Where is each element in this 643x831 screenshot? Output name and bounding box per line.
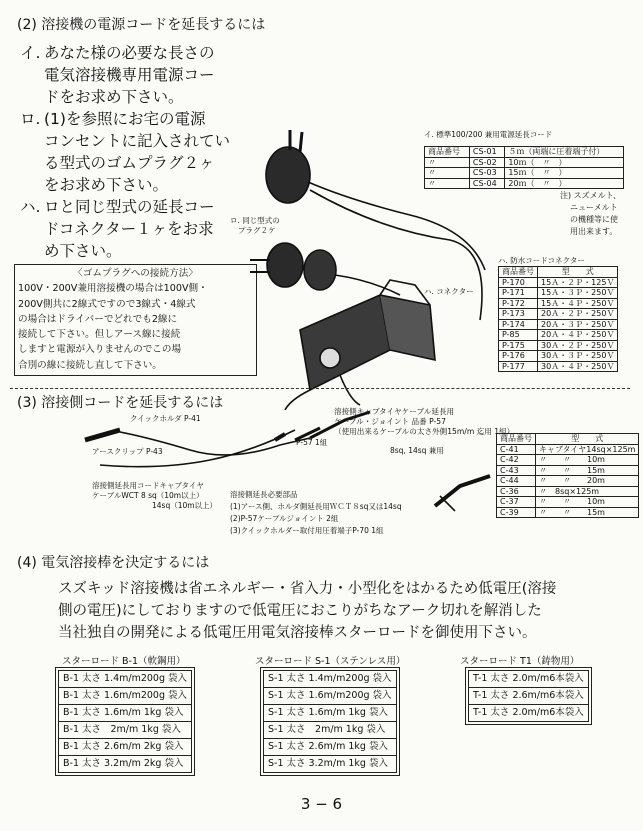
plug-connection-box	[14, 264, 257, 376]
table-cell: 15ｍ（ 〃 ）	[505, 168, 624, 179]
connector-table-title: ハ. 防水コードコネクター	[498, 256, 585, 265]
item-line: る型式のゴムプラグ２ヶ	[44, 154, 215, 172]
extension-cord-table	[424, 146, 624, 189]
body-line: スズキッド溶接機は省エネルギー・省入力・小型化をはかるため低電圧(溶接	[58, 581, 557, 597]
table-row	[499, 361, 618, 372]
section-4-title: (4) 電気溶接棒を決定するには	[17, 555, 210, 571]
rods-b-table	[55, 667, 195, 776]
item-mark: イ.	[20, 44, 41, 62]
table-row	[264, 756, 397, 773]
table-row	[264, 722, 397, 739]
table-row	[497, 476, 639, 487]
table-cell: B-1 太さ 1.6m/m200g 袋入	[59, 688, 192, 705]
table-cell: 〃 〃 20m	[536, 476, 639, 487]
table-row	[264, 739, 397, 756]
table-row	[499, 298, 618, 309]
compatibility-note	[560, 190, 621, 238]
table-row	[497, 507, 639, 518]
table-row	[469, 671, 589, 688]
table-row	[499, 330, 618, 341]
label-line: プラグ２ケ	[238, 226, 276, 235]
table-cell: B-1 太さ 2m/m 1kg 袋入	[59, 722, 192, 739]
table-cell: 商品番号	[425, 147, 470, 158]
connector-label: ハ. コネクター	[424, 287, 474, 296]
table-row	[497, 497, 639, 508]
table-cell: C-37	[497, 497, 536, 508]
table-cell: B-1 太さ 3.2m/m 2kg 袋入	[59, 756, 192, 773]
table-cell: 〃 〃 10m	[536, 455, 639, 466]
section-divider	[10, 388, 630, 389]
table-cell: S-1 太さ 1.4m/m200g 袋入	[264, 671, 397, 688]
required-parts-list	[230, 489, 402, 537]
table-cell: T-1 太さ 2.0m/m6本袋入	[469, 671, 589, 688]
table-cell: B-1 太さ 1.4m/m200g 袋入	[59, 671, 192, 688]
item-line: ドコネクター１ヶをお求	[44, 220, 214, 238]
label-line: 溶接側延長必要部品	[230, 490, 298, 499]
table-cell: 15Ａ・２Ｐ・125Ｖ	[538, 277, 618, 288]
section-2-items	[20, 42, 260, 262]
table-cell: 商品番号	[497, 434, 536, 445]
table-cell: S-1 太さ 1.6m/m200g 袋入	[264, 688, 397, 705]
table-cell: C-39	[497, 507, 536, 518]
table-cell: 20ｍ（ 〃 ）	[505, 178, 624, 189]
cord-table-title: イ. 標準100/200 兼用電源延長コード	[424, 130, 553, 139]
item-line: をお求め下さい。	[44, 176, 169, 194]
table-cell: P-175	[499, 340, 538, 351]
table-row	[499, 319, 618, 330]
rods-b-title: スターロード B-1（軟鋼用）	[62, 656, 186, 667]
item-mark: ハ.	[20, 198, 41, 216]
table-cell: ５ｍ（両端に圧着端子付）	[505, 147, 624, 158]
table-cell: P-177	[499, 361, 538, 372]
table-row	[499, 288, 618, 299]
table-header-row	[499, 267, 618, 278]
p57-label: P-57 1組	[296, 438, 328, 447]
table-cell: CS-03	[469, 168, 504, 179]
table-row	[264, 705, 397, 722]
table-row	[59, 688, 192, 705]
label-line: (1)アース側、ホルダ側延長用ＷＣＴ８sq又は14sq	[230, 502, 402, 511]
table-cell: 〃 〃 15m	[536, 507, 639, 518]
label-line: (2)P-57ケーブルジョイント 2組	[230, 514, 339, 523]
table-row	[499, 277, 618, 288]
table-row	[497, 455, 639, 466]
page-number: 3 − 6	[300, 795, 343, 813]
table-row	[499, 340, 618, 351]
table-cell: 〃	[425, 178, 470, 189]
label-line: ロ. 同じ型式の	[230, 216, 280, 225]
table-cell: P-174	[499, 319, 538, 330]
plug-box-title: 〈ゴムプラグへの接続方法〉	[73, 268, 198, 279]
table-cell: S-1 太さ 1.6m/m 1kg 袋入	[264, 705, 397, 722]
body-line: 当社独自の開発による低電圧用電気溶接棒スターロードを御使用下さい。	[58, 625, 537, 641]
table-header-row	[497, 434, 639, 445]
item-line: 電気溶接機専用電源コー	[44, 66, 215, 84]
table-cell: 20Ａ・４Ｐ・250Ｖ	[538, 330, 618, 341]
table-cell: 商品番号	[499, 267, 538, 278]
table-cell: 〃 〃 10m	[536, 497, 639, 508]
rods-s-table	[260, 667, 400, 776]
extension-cord-label	[92, 481, 217, 511]
table-cell: T-1 太さ 2.6m/m6本袋入	[469, 688, 589, 705]
label-line: (3)クイックホルダー取付用圧着端子P-70 1組	[230, 526, 384, 535]
table-cell: S-1 太さ 2m/m 1kg 袋入	[264, 722, 397, 739]
table-cell: 15Ａ・３Ｐ・250Ｖ	[538, 288, 618, 299]
label-line: ケーブルWCT 8 sq（10m以上）	[92, 491, 204, 500]
plug-box-line: 200V側共に2線式ですので3線式・4線式	[18, 298, 196, 310]
table-cell: B-1 太さ 1.6m/m 1kg 袋入	[59, 705, 192, 722]
table-row	[497, 444, 639, 455]
table-row	[264, 688, 397, 705]
table-row	[499, 309, 618, 320]
table-cell: 30Ａ・３Ｐ・250Ｖ	[538, 351, 618, 362]
note-line: の機種等に使	[570, 215, 618, 224]
table-row	[469, 705, 589, 722]
table-row	[59, 722, 192, 739]
table-cell: 〃	[425, 168, 470, 179]
plug-box-line: の場合はドライバーでどれでも2線に	[18, 313, 178, 325]
item-ha	[20, 196, 260, 262]
table-row	[425, 157, 624, 168]
section-4-body	[58, 578, 556, 644]
note-line: ニューメルト	[570, 203, 618, 212]
table-row	[497, 486, 639, 497]
item-mark: ロ.	[20, 110, 41, 128]
table-cell: CS-01	[469, 147, 504, 158]
table-row	[59, 756, 192, 773]
table-cell: 型 式	[538, 267, 618, 278]
plug-box-line: 接続して下さい。但しアース線に接続	[18, 329, 181, 341]
item-line: コンセントに記入されてい	[44, 132, 231, 150]
label-line: 14sq（10m以上）	[152, 501, 218, 510]
note-line: 用出来ます。	[570, 227, 618, 236]
section-2-title: (2) 溶接機の電源コードを延長するには	[17, 17, 266, 33]
table-cell: キャブタイヤ14sq×125m	[536, 444, 639, 455]
table-cell: 20Ａ・２Ｐ・250Ｖ	[538, 309, 618, 320]
label-line: ケーブル・ジョイント 品番 P-57	[334, 417, 446, 426]
plug-box-line: しますと電源が入りませんのでこの場	[18, 344, 182, 356]
table-cell: 〃 〃 15m	[536, 465, 639, 476]
table-cell: CS-04	[469, 178, 504, 189]
table-cell: S-1 太さ 3.2m/m 1kg 袋入	[264, 756, 397, 773]
rods-t-title: スターロード T1（鋳物用）	[460, 656, 580, 667]
table-row	[497, 465, 639, 476]
table-cell: P-172	[499, 298, 538, 309]
section-3-title: (3) 溶接側コードを延長するには	[17, 395, 224, 411]
plug-box-line: 合別の線に接続し直して下さい。	[18, 359, 162, 371]
cabtire-cable-table	[496, 433, 639, 518]
table-row	[264, 671, 397, 688]
label-line: （使用出来るケーブルの太さ外側15m/m 迄用 1組）	[334, 427, 515, 436]
table-row	[425, 168, 624, 179]
table-cell: CS-02	[469, 157, 504, 168]
table-cell: 型 式	[536, 434, 639, 445]
table-cell: P-170	[499, 277, 538, 288]
table-row	[59, 705, 192, 722]
table-cell: P-171	[499, 288, 538, 299]
table-cell: C-41	[497, 444, 536, 455]
rods-t-table	[465, 667, 592, 725]
table-cell: C-42	[497, 455, 536, 466]
table-cell: 30Ａ・２Ｐ・250Ｖ	[538, 340, 618, 351]
item-ro	[20, 108, 260, 196]
label-line: 溶接側キャブタイヤケーブル延長用	[334, 407, 455, 416]
welding-holder-illustration	[430, 456, 500, 516]
quick-holder-label: クイックホルダ P-41	[130, 414, 201, 423]
table-row	[59, 739, 192, 756]
label-line: 溶接側延長用コードキャブタイヤ	[92, 481, 204, 490]
table-row	[469, 688, 589, 705]
table-cell: C-44	[497, 476, 536, 487]
item-i	[20, 42, 260, 108]
cable-joint-description	[334, 407, 514, 437]
earth-clip-label: アースクリップ P-43	[92, 447, 163, 456]
table-cell: 〃 8sq×125m	[536, 486, 639, 497]
table-cell: 20Ａ・３Ｐ・250Ｖ	[538, 319, 618, 330]
cable-sizes-label: 8sq, 14sq 兼用	[390, 446, 444, 455]
table-cell: P-173	[499, 309, 538, 320]
plug-label	[230, 216, 280, 236]
item-line: め下さい。	[44, 242, 122, 260]
item-line: あなた様の必要な長さの	[44, 44, 215, 62]
table-cell: 15Ａ・４Ｐ・250Ｖ	[538, 298, 618, 309]
table-cell: 30Ａ・４Ｐ・250Ｖ	[538, 361, 618, 372]
item-line: ロと同じ型式の延長コー	[44, 198, 215, 216]
table-cell: B-1 太さ 2.6m/m 2kg 袋入	[59, 739, 192, 756]
body-line: 側の電圧)にしておりますので低電圧におこりがちなアーク切れを解消した	[58, 603, 542, 619]
table-cell: P-176	[499, 351, 538, 362]
item-line: (1)を参照にお宅の電源	[44, 110, 206, 128]
item-line: ドをお求め下さい。	[44, 88, 184, 106]
table-cell: 10ｍ（ 〃 ）	[505, 157, 624, 168]
plug-box-line: 100V・200V兼用溶接機の場合は100V側・	[18, 283, 208, 295]
table-cell: S-1 太さ 2.6m/m 1kg 袋入	[264, 739, 397, 756]
table-cell: C-36	[497, 486, 536, 497]
table-cell: C-43	[497, 465, 536, 476]
table-row	[425, 178, 624, 189]
table-cell: 〃	[425, 157, 470, 168]
table-cell: P-85	[499, 330, 538, 341]
waterproof-connector-table	[498, 266, 618, 372]
rods-s-title: スターロード S-1（ステンレス用）	[255, 656, 406, 667]
table-row	[59, 671, 192, 688]
table-header-row	[425, 147, 624, 158]
table-row	[499, 351, 618, 362]
note-line: 注) スズメルト、	[560, 191, 621, 200]
table-cell: T-1 太さ 2.0m/m6本袋入	[469, 705, 589, 722]
